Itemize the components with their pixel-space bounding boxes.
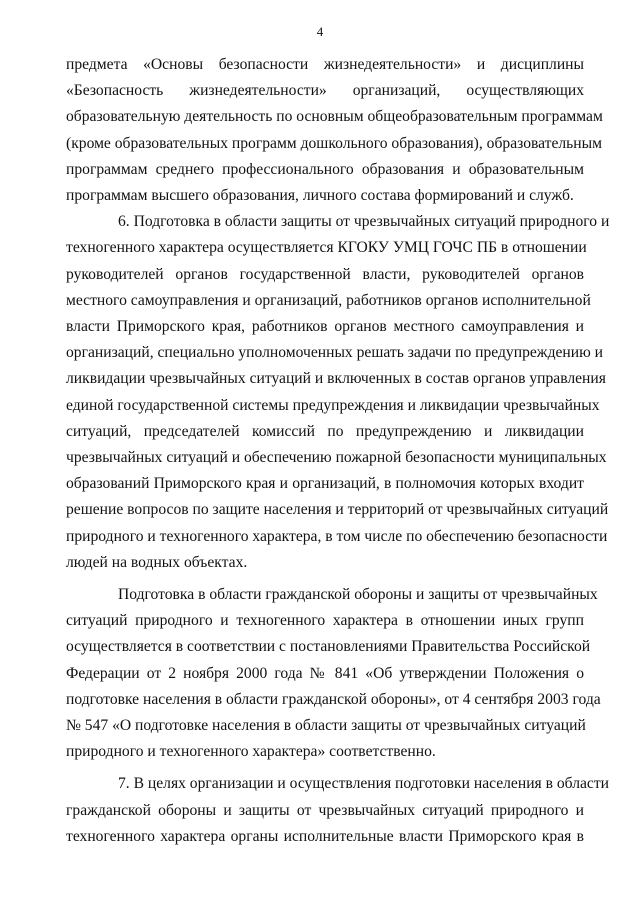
text-line: программам среднего профессионального образования и образовательным xyxy=(66,160,584,178)
text-line: (кроме образовательных программ дошкольного образования), образовательным xyxy=(66,134,602,152)
text-line: местного самоуправления и организаций, работников органов исполнительной xyxy=(66,291,591,309)
paragraph-other-groups xyxy=(66,582,601,765)
text-line: природного и техногенного характера, в том числе по обеспечению безопасности xyxy=(66,527,608,545)
text-line: решение вопросов по защите населения и территорий от чрезвычайных ситуаций xyxy=(66,501,609,519)
text-line: Федерации от 2 ноября 2000 года № 841 «Об утверждении Положения о xyxy=(66,664,584,682)
text-line: осуществляется в соответствии с постановлениями Правительства Российской xyxy=(66,638,591,656)
text-line: 6. Подготовка в области защиты от чрезвычайных ситуаций природного и xyxy=(118,213,610,231)
text-line: людей на водных объектах. xyxy=(66,553,248,571)
text-line: единой государственной системы предупреждения и ликвидации чрезвычайных xyxy=(66,396,600,414)
text-line: руководителей органов государственной власти, руководителей органов xyxy=(66,265,584,283)
text-line: 7. В целях организации и осуществления подготовки населения в области xyxy=(118,775,610,793)
text-line: Подготовка в области гражданской обороны и защиты от чрезвычайных xyxy=(118,586,598,604)
text-line: власти Приморского края, работников органов местного самоуправления и xyxy=(66,318,584,336)
paragraph-item-6 xyxy=(66,209,610,576)
text-line: природного и техногенного характера» соответственно. xyxy=(66,743,436,761)
text-line: № 547 «О подготовке населения в области защиты от чрезвычайных ситуаций xyxy=(66,717,586,735)
text-line: техногенного характера осуществляется КГОКУ УМЦ ГОЧС ПБ в отношении xyxy=(66,239,587,257)
text-line: ситуаций природного и техногенного характера в отношении иных групп xyxy=(66,612,584,630)
paragraph-item-7 xyxy=(66,771,610,850)
text-line: программам высшего образования, личного состава формирований и служб. xyxy=(66,187,574,205)
text-line: образовательную деятельность по основным общеобразовательным программам xyxy=(66,108,603,126)
paragraph-continuation xyxy=(66,52,603,209)
text-line: предмета «Основы безопасности жизнедеятельности» и дисциплины xyxy=(66,56,584,73)
text-line: «Безопасность жизнедеятельности» организаций, осуществляющих xyxy=(66,82,584,100)
text-line: организаций, специально уполномоченных решать задачи по предупреждению и xyxy=(66,344,604,362)
text-line: ликвидации чрезвычайных ситуаций и включенных в состав органов управления xyxy=(66,370,606,388)
page-number: 4 xyxy=(316,24,324,39)
text-line: гражданской обороны и защиты от чрезвычайных ситуаций природного и xyxy=(66,801,584,819)
text-line: подготовке населения в области гражданской обороны», от 4 сентября 2003 года xyxy=(66,690,601,708)
text-line: ситуаций, председателей комиссий по предупреждению и ликвидации xyxy=(66,422,584,440)
text-line: техногенного характера органы исполнительные власти Приморского края в xyxy=(66,827,584,845)
text-line: образований Приморского края и организаций, в полномочия которых входит xyxy=(66,475,584,493)
document-body xyxy=(66,52,610,850)
text-line: чрезвычайных ситуаций и обеспечению пожарной безопасности муниципальных xyxy=(66,449,607,467)
